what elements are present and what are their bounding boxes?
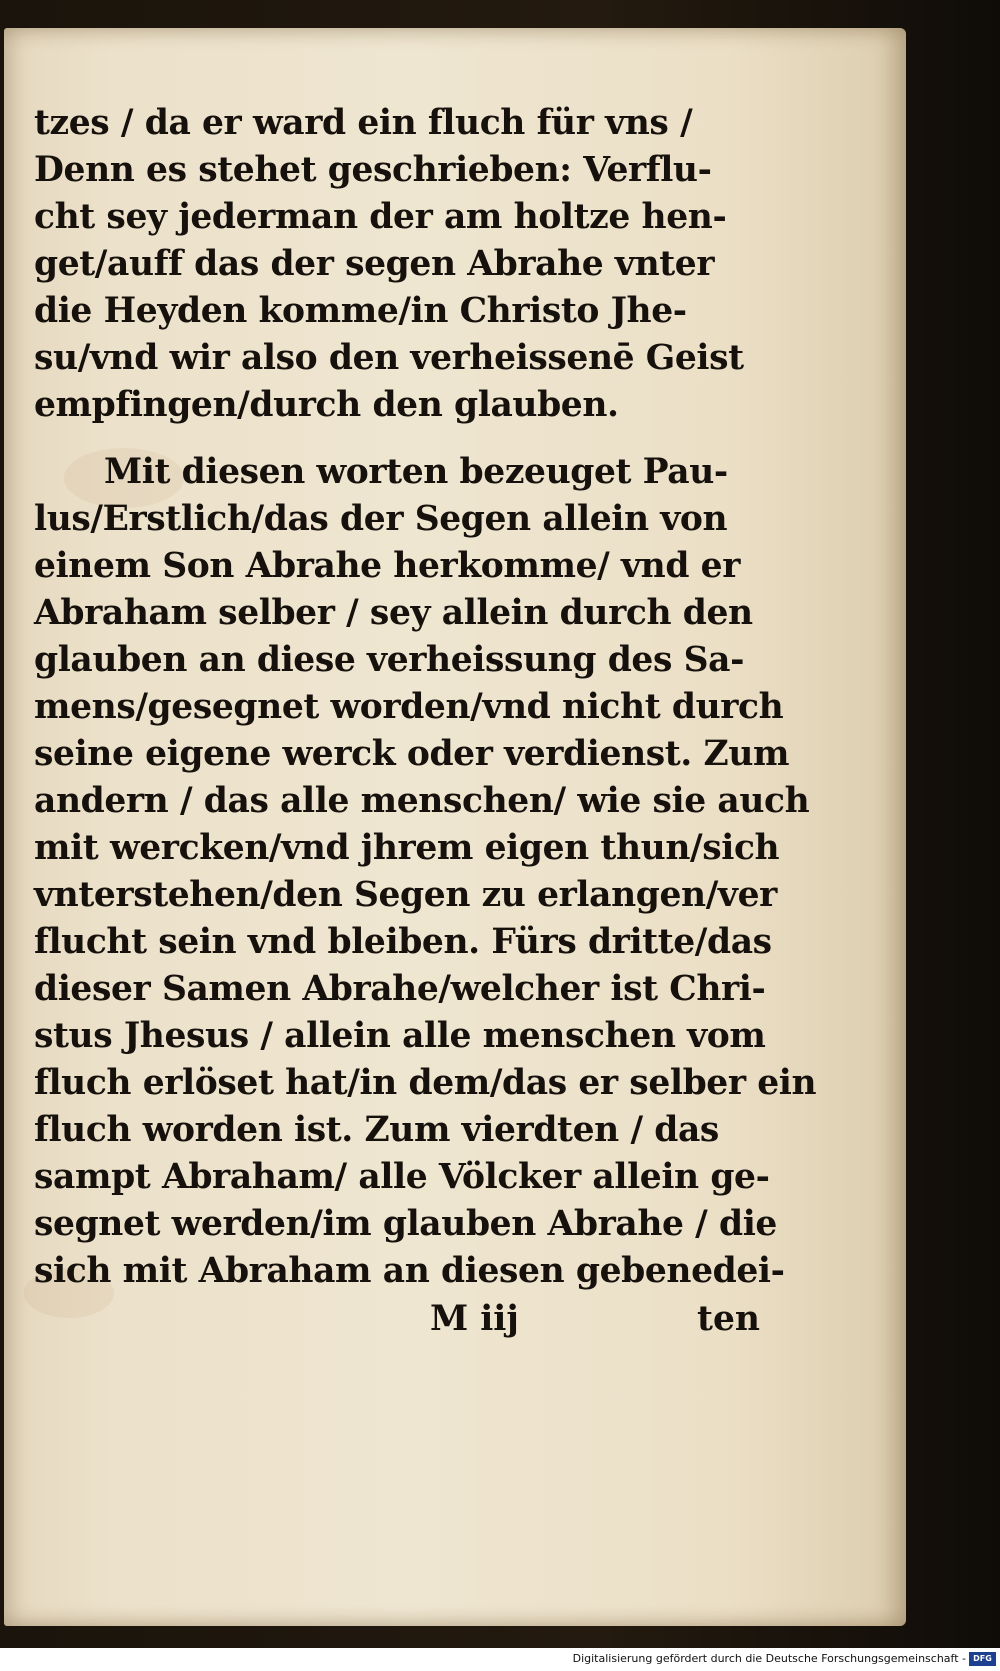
text-line: glauben an diese verheissung des Sa- xyxy=(34,640,744,680)
page-footer-line xyxy=(430,1296,760,1343)
text-line: Denn es stehet geschrieben: Verflu- xyxy=(34,150,712,190)
digitization-footer xyxy=(0,1648,1000,1671)
paragraph-1 xyxy=(34,100,754,429)
catchword: ten xyxy=(697,1299,760,1339)
text-line: get/auff das der segen Abrahe vnter xyxy=(34,244,715,284)
footer-credit: Digitalisierung gefördert durch die Deutsche Forschungsgemeinschaft - xyxy=(572,1652,966,1665)
text-line: andern / das alle menschen/ wie sie auch xyxy=(34,781,810,821)
text-line: seine eigene werck oder verdienst. Zum xyxy=(34,734,790,774)
text-line: fluch worden ist. Zum vierdten / das xyxy=(34,1110,719,1150)
paragraph-2 xyxy=(34,449,817,1295)
text-line: einem Son Abrahe herkomme/ vnd er xyxy=(34,546,740,586)
text-line: su/vnd wir also den verheissenē Geist xyxy=(34,338,744,378)
text-line: sampt Abraham/ alle Völcker allein ge- xyxy=(34,1157,770,1197)
text-line: Abraham selber / sey allein durch den xyxy=(34,593,753,633)
text-line: stus Jhesus / allein alle menschen vom xyxy=(34,1016,766,1056)
page-text xyxy=(34,100,817,1295)
text-line: mens/gesegnet worden/vnd nicht durch xyxy=(34,687,784,727)
text-line: empfingen/durch den glauben. xyxy=(34,385,619,425)
text-line: die Heyden komme/in Christo Jhe- xyxy=(34,291,687,331)
dfg-logo: DFG xyxy=(969,1652,996,1666)
text-line: vnterstehen/den Segen zu erlangen/ver xyxy=(34,875,777,915)
paragraph-gap xyxy=(34,429,754,449)
text-line: lus/Erstlich/das der Segen allein von xyxy=(34,499,728,539)
text-line: tzes / da er ward ein fluch für vns / xyxy=(34,103,693,143)
text-line: sich mit Abraham an diesen gebenedei- xyxy=(34,1251,785,1291)
text-line: dieser Samen Abrahe/welcher ist Chri- xyxy=(34,969,766,1009)
text-line: fluch erlöset hat/in dem/das er selber ein xyxy=(34,1063,817,1103)
text-line: segnet werden/im glauben Abrahe / die xyxy=(34,1204,777,1244)
text-line: flucht sein vnd bleiben. Fürs dritte/das xyxy=(34,922,772,962)
text-line: Mit diesen worten bezeuget Pau- xyxy=(104,452,728,492)
text-line: mit wercken/vnd jhrem eigen thun/sich xyxy=(34,828,780,868)
signature-mark: M iij xyxy=(430,1299,519,1339)
text-line: cht sey jederman der am holtze hen- xyxy=(34,197,727,237)
